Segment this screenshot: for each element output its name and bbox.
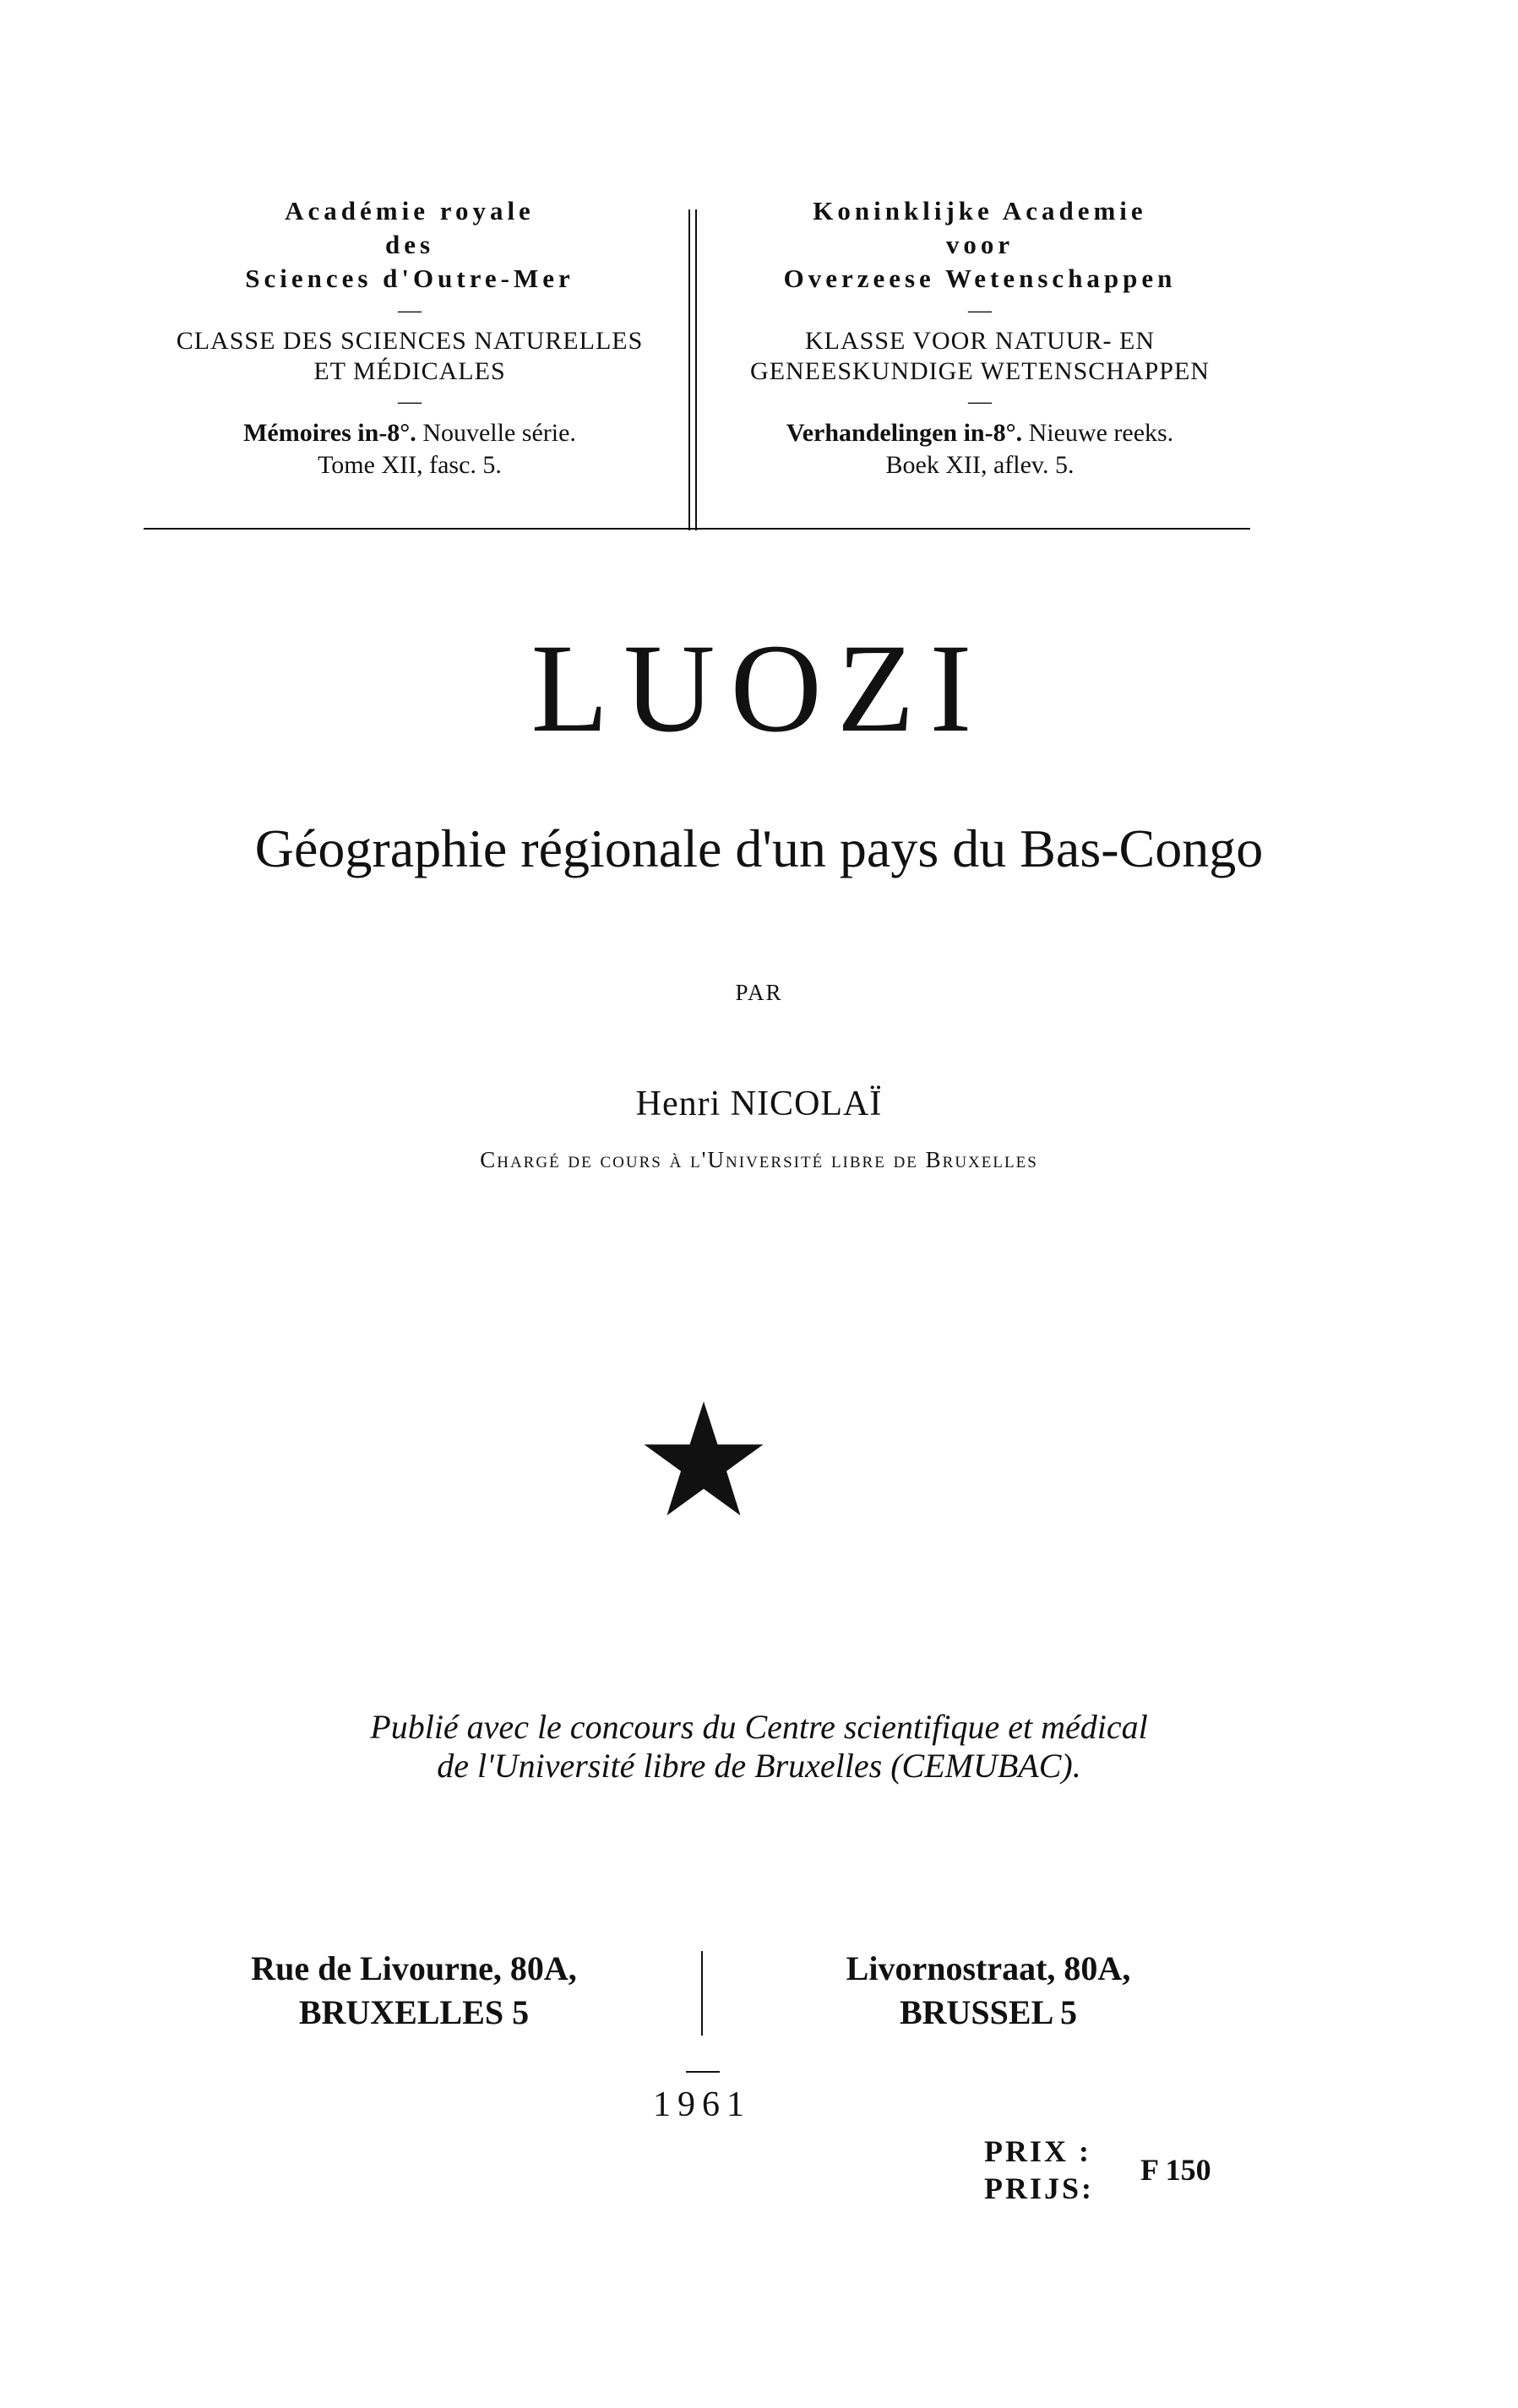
publication-year: 1961 [653, 2085, 751, 2124]
series-nl [705, 417, 1254, 449]
column-divider [688, 209, 697, 530]
header-right-column [705, 194, 1254, 481]
separator-dash: — [968, 389, 992, 415]
series-nl-rest: Nieuwe reeks. [1028, 419, 1174, 447]
tome-nl: Boek XII, aflev. 5. [885, 451, 1075, 479]
year-dash [686, 2071, 720, 2073]
class-name-fr-line2: ET MÉDICALES [313, 357, 506, 385]
academy-name-nl-line1: Koninklijke Academie [813, 196, 1147, 226]
publication-note-line1: Publié avec le concours du Centre scientifique et médical [370, 1708, 1148, 1746]
star-icon [640, 1398, 767, 1520]
price-value: F 150 [1140, 2153, 1211, 2187]
class-name-nl-line2: GENEESKUNDIGE WETENSCHAPPEN [750, 357, 1210, 385]
header-rule [144, 528, 1250, 530]
address-nl [752, 1947, 1225, 2035]
publication-note [0, 1708, 1518, 1786]
address-fr-line2: BRUXELLES 5 [298, 1993, 530, 2031]
academy-name-fr-line3: Sciences d'Outre-Mer [245, 264, 574, 293]
series-fr-bold: Mémoires in-8°. [243, 419, 416, 447]
book-title: LUOZI [530, 618, 988, 758]
address-divider [701, 1951, 703, 2036]
header-left-column [135, 194, 684, 481]
separator-dash: — [398, 389, 422, 415]
tome-fr: Tome XII, fasc. 5. [318, 451, 502, 479]
price-labels [984, 2133, 1094, 2207]
academy-name-fr-line1: Académie royale [285, 196, 535, 226]
series-fr [135, 417, 684, 449]
address-nl-line1: Livornostraat, 80A, [846, 1949, 1131, 1987]
address-fr [177, 1947, 650, 2035]
address-nl-line2: BRUSSEL 5 [899, 1993, 1078, 2031]
class-name-fr-line1: CLASSE DES SCIENCES NATURELLES [176, 327, 644, 355]
series-nl-bold: Verhandelingen in-8°. [786, 419, 1023, 447]
book-subtitle: Géographie régionale d'un pays du Bas-Congo [254, 818, 1264, 878]
class-name-nl-line1: KLASSE VOOR NATUUR- EN [805, 327, 1155, 355]
academy-name-nl-line2: voor [945, 230, 1015, 259]
author-affiliation: Chargé de cours à l'Université libre de Bruxelles [480, 1147, 1038, 1172]
publication-note-line2: de l'Université libre de Bruxelles (CEMUBAC). [437, 1747, 1081, 1785]
academy-name-fr-line2: des [384, 230, 435, 259]
price-label-fr: PRIX : [984, 2134, 1091, 2168]
separator-dash: — [398, 297, 422, 323]
separator-dash: — [968, 297, 992, 323]
address-fr-line1: Rue de Livourne, 80A, [251, 1949, 577, 1987]
series-fr-rest: Nouvelle série. [422, 419, 576, 447]
author-name: Henri NICOLAÏ [635, 1084, 883, 1123]
price-label-nl: PRIJS: [984, 2172, 1095, 2205]
academy-name-nl-line3: Overzeese Wetenschappen [783, 264, 1177, 293]
by-label: PAR [735, 980, 783, 1005]
